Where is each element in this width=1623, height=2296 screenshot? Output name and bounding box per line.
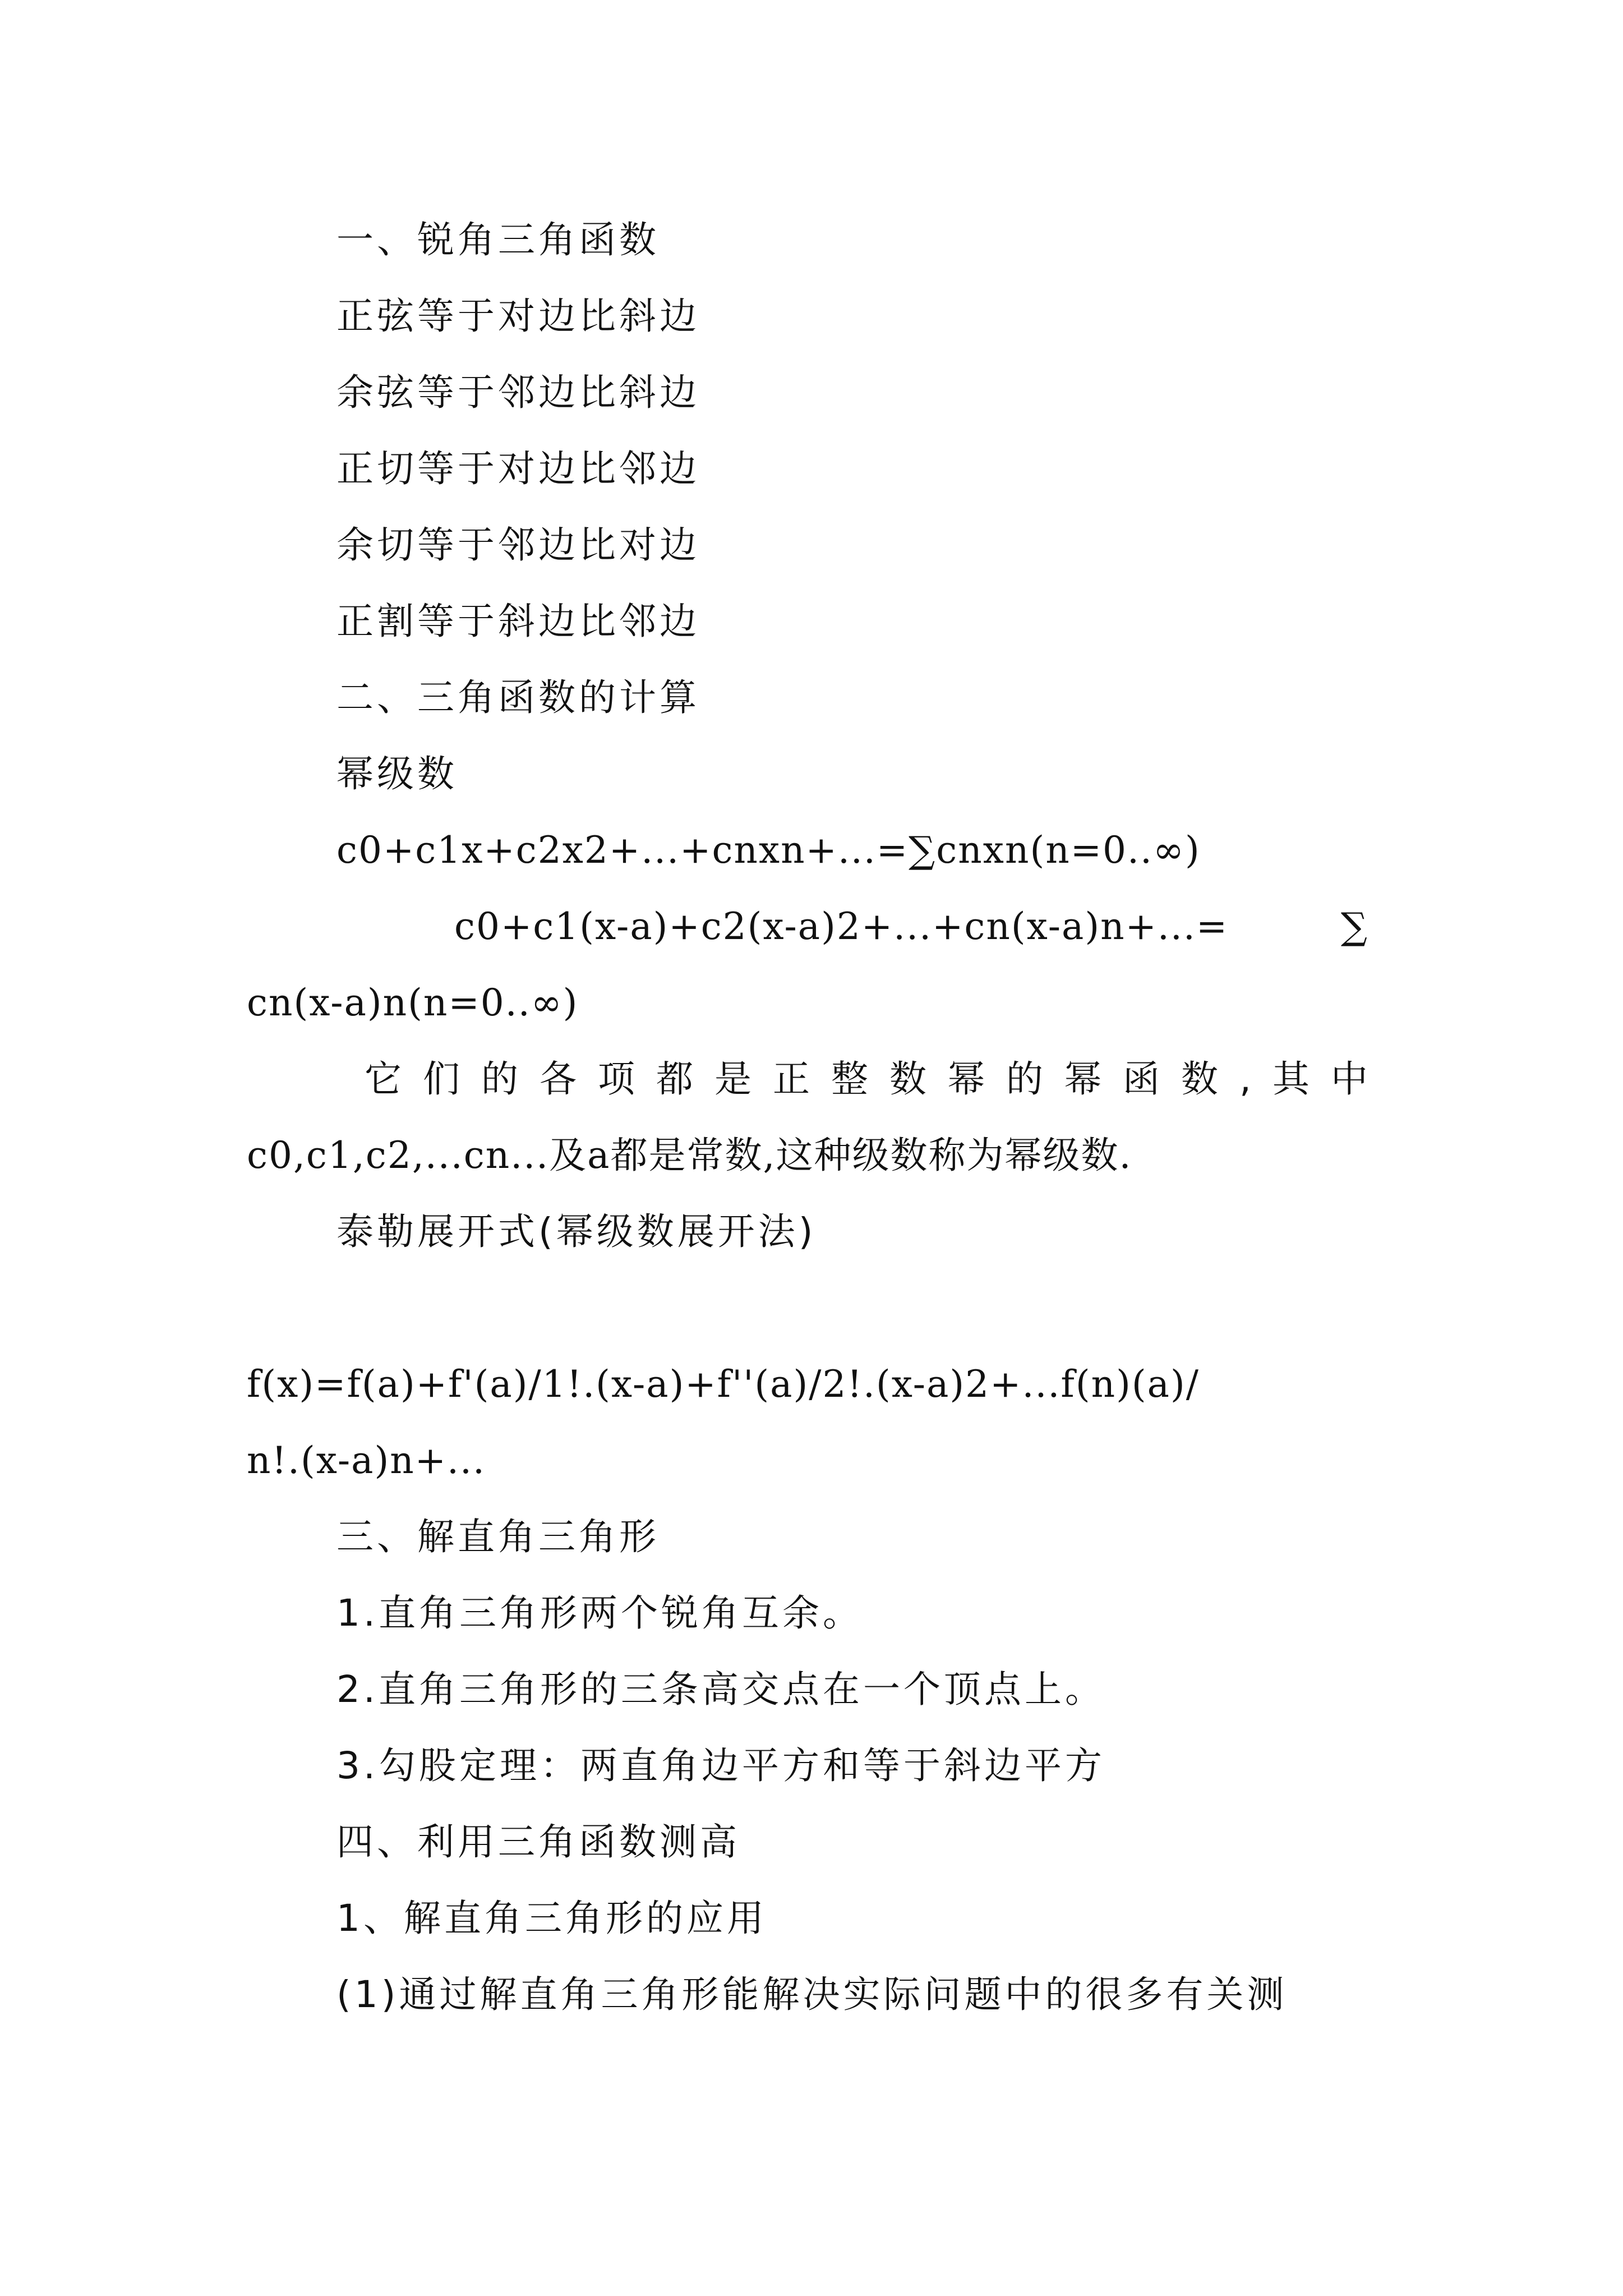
formula-power-series-2	[247, 889, 1368, 965]
formula-taylor-continued: n!.(x-a)n+...	[247, 1439, 486, 1482]
text-line-cotangent: 余切等于邻边比对边	[336, 523, 700, 567]
text-line-tangent: 正切等于对边比邻边	[336, 447, 700, 490]
text-line-secant: 正割等于斜边比邻边	[336, 600, 700, 643]
section-heading-height-measurement: 四、利用三角函数测高	[336, 1820, 740, 1864]
subheading-application: 1、解直角三角形的应用	[336, 1897, 767, 1940]
paragraph-power-series-desc: 它们的各项都是正整数幂的幂函数,其中	[365, 1057, 1389, 1101]
section-heading-trig-calc: 二、三角函数的计算	[336, 676, 700, 719]
section-heading-solve-right-triangle: 三、解直角三角形	[336, 1515, 660, 1558]
text-line-cosine: 余弦等于邻边比斜边	[336, 371, 700, 414]
text-line-sine: 正弦等于对边比斜边	[336, 295, 700, 338]
formula-power-series-2-continued: cn(x-a)n(n=0..∞)	[247, 981, 579, 1024]
paragraph-power-series-desc-continued: c0,c1,c2,...cn...及a都是常数,这种级数称为幂级数.	[247, 1134, 1132, 1177]
list-item-1: 1.直角三角形两个锐角互余。	[336, 1591, 863, 1635]
formula-power-series-1: c0+c1x+c2x2+...+cnxn+...=∑cnxn(n=0..∞)	[336, 829, 1201, 872]
formula-sum-symbol: ∑	[1340, 905, 1368, 948]
paragraph-application: (1)通过解直角三角形能解决实际问题中的很多有关测	[336, 1973, 1288, 2016]
formula-power-series-2-left: c0+c1(x-a)+c2(x-a)2+...+cn(x-a)n+...=	[454, 905, 1229, 948]
document-page	[247, 202, 1389, 2033]
list-item-3: 3.勾股定理：两直角边平方和等于斜边平方	[336, 1744, 1105, 1787]
subheading-taylor-expansion: 泰勒展开式(幂级数展开法)	[336, 1210, 817, 1253]
formula-taylor: f(x)=f(a)+f'(a)/1!.(x-a)+f''(a)/2!.(x-a)2+...f(n)(a)/	[247, 1363, 1200, 1406]
blank-line	[247, 1270, 1368, 1346]
list-item-2: 2.直角三角形的三条高交点在一个顶点上。	[336, 1668, 1105, 1711]
section-heading-acute-trig: 一、锐角三角函数	[336, 218, 660, 261]
subheading-power-series: 幂级数	[336, 752, 458, 795]
